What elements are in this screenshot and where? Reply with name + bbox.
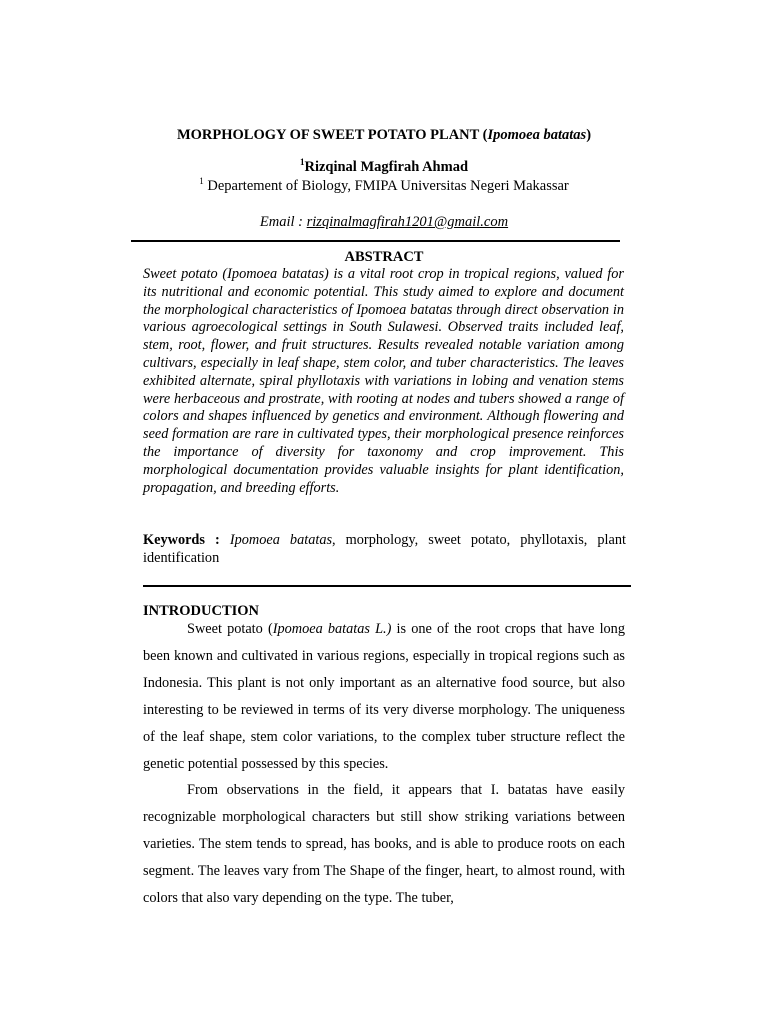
- title-text: MORPHOLOGY OF SWEET POTATO PLANT (: [176, 127, 488, 143]
- author-name-text: Rizqinal Magfirah Ahmad: [304, 159, 469, 175]
- intro-p1-species: Ipomoea batatas L.): [272, 621, 392, 637]
- abstract-heading: ABSTRACT: [344, 249, 424, 265]
- paper-title: [0, 126, 768, 144]
- intro-paragraph-2: From observations in the field, it appears that I. batatas have easily recognizable morphological characters but still show striking variations between varieties. The stem tends to spread, has books, and is able to produce roots on each segment. The leaves vary from The Shape of the finger, heart, to almost round, with colors that also vary depending on the type. The tuber,: [143, 782, 625, 907]
- abstract-divider: [143, 585, 631, 587]
- keywords-list: , morphology, sweet potato, phyllotaxis, plant identification: [143, 532, 626, 566]
- intro-p1-rest: is one of the root crops that have long been known and cultivated in various regions, especially in tropical regions such as Indonesia. This plant is not only important as an alternative food source, but also interesting to be reviewed in terms of its very diverse morphology. The uniqueness of the leaf shape, stem color variations, to the complex tuber structure reflect the genetic potential possessed by this species.: [143, 621, 625, 772]
- email-line: [0, 213, 768, 231]
- keywords: [143, 531, 626, 567]
- keywords-species: Ipomoea batatas: [229, 532, 333, 548]
- email-link[interactable]: rizqinalmagfirah1201@gmail.com: [306, 214, 509, 230]
- title-close-paren: ): [586, 127, 592, 143]
- title-species: Ipomoea batatas: [487, 127, 587, 143]
- email-label: Email :: [259, 214, 307, 230]
- abstract-text: Sweet potato (Ipomoea batatas) is a vital root crop in tropical regions, valued for its nutritional and economic potential. This study aimed to explore and document the morphological characteristics of Ipomoea batatas through direct observation in various agroecological settings in South Sulawesi. Observed traits included leaf, stem, root, flower, and fruit structures. Results revealed notable variation among cultivars, especially in leaf shape, stem color, and tuber characteristics. The leaves exhibited alternate, spiral phyllotaxis with variations in lobing and venation stems were herbaceous and prostrate, with rooting at nodes and tubers showed a range of colors and shapes influenced by genetics and environment. Although flowering and seed formation are rare in cultivated types, their morphological presence reinforces the importance of diversity for taxonomy and crop improvement. This morphological documentation provides valuable insights for plant identification, propagation, and breeding efforts.: [143, 266, 624, 496]
- affiliation-superscript: 1: [199, 176, 204, 186]
- intro-paragraph-1: [143, 616, 625, 777]
- introduction-heading: INTRODUCTION: [143, 603, 260, 619]
- keywords-label: Keywords :: [143, 532, 220, 548]
- intro-p1-start: Sweet potato (: [187, 621, 273, 637]
- introduction-body: [143, 616, 625, 912]
- affiliation: [0, 177, 768, 195]
- affiliation-text: Departement of Biology, FMIPA Universitas Negeri Makassar: [203, 178, 569, 194]
- author-superscript: 1: [299, 157, 305, 167]
- author-name: [0, 158, 768, 176]
- header-divider: [131, 240, 620, 242]
